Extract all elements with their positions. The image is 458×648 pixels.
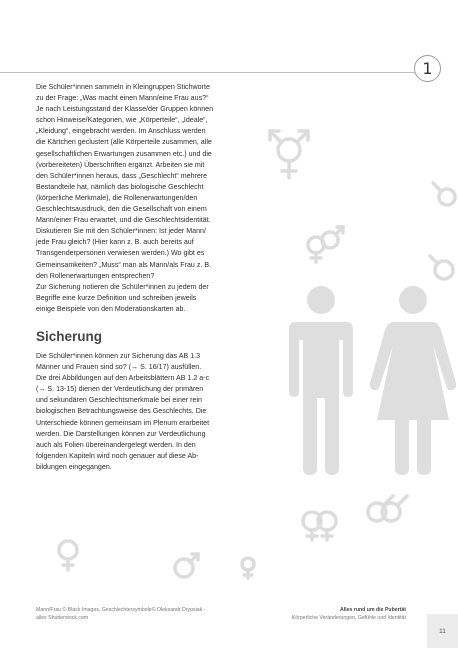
mars-symbol-edge-icon: [433, 183, 455, 205]
text-line: biologischen Betrachtungsweise des Geschlechts. Die: [36, 407, 207, 416]
transgender-symbol-icon: [270, 131, 308, 178]
text-line: Begriffe eine kurze Definition und schreiben jeweils: [36, 293, 197, 302]
intro-paragraph: [36, 82, 258, 315]
venus-symbol-icon: [59, 541, 77, 570]
text-line: Unterschiede können gemeinsam im Plenum erarbeitet: [36, 418, 210, 427]
text-line: werden. Die Darstellungen können zur Verdeutlichung: [36, 429, 206, 438]
chapter-number-badge: 1: [414, 55, 441, 82]
double-mars-symbol-icon: [368, 496, 407, 521]
man-pictogram-icon: [289, 286, 353, 475]
image-credits: [36, 606, 205, 622]
credit-line: Mann/Frau © Black Images, Geschlechtersymbole© Oleksandr Drypsiak -: [36, 607, 206, 613]
text-line: „Kleidung“, eingebracht werden. Im Anschluss werden: [36, 127, 206, 136]
text-line: die Kärtchen geclustert (alle Körperteile zusammen, alle: [36, 138, 212, 147]
text-line: Diskutieren Sie mit den Schüler*innen: Ist jeder Mann/: [36, 227, 206, 236]
text-line: schon Hinweise/Kategorien, wie „Körperteile“, „Ideale“,: [36, 116, 208, 125]
text-line: (körperliche Merkmale), die Rollenerwartungen/den: [36, 193, 198, 202]
section-heading-sicherung: Sicherung: [36, 329, 103, 344]
text-line: den Rollenerwartungen entsprechen?: [36, 271, 155, 280]
text-line: Zur Sicherung notieren die Schüler*innen zu jedem der: [36, 282, 209, 291]
double-venus-symbol-icon: [303, 512, 336, 540]
text-line: Bestandteile hat, nämlich das biologische Geschlecht: [36, 182, 204, 191]
text-line: Gemeinsamkeiten? „Muss“ man als Mann/als Frau z. B.: [36, 260, 212, 269]
text-line: (→ S. 13-15) dienen der Verdeutlichung der primären: [36, 385, 204, 394]
text-line: gesellschaftlichen Erwartungen zusammen etc.) und die: [36, 149, 212, 158]
credit-line: alles Shutterstock.com: [36, 615, 89, 621]
text-line: folgenden Kapiteln wird noch genauer auf diese Ab-: [36, 451, 199, 460]
text-line: und sekundären Geschlechtsmerkmale bei einer rein: [36, 396, 203, 405]
chapter-footer: [292, 606, 406, 622]
woman-pictogram-icon: [370, 286, 456, 475]
footer-chapter-subtitle: Körperliche Veränderungen, Gefühle und Identität: [291, 615, 406, 621]
text-line: jede Frau gleich? (Hier kann z. B. auch bereits auf: [36, 238, 194, 247]
mars-symbol-edge-2-icon: [430, 256, 453, 279]
text-line: zu der Frage: „Was macht einen Mann/eine Frau aus?“: [36, 94, 209, 103]
text-line: Die Schüler*innen sammeln in Kleingruppen Stichworte: [36, 83, 210, 91]
text-line: Männer und Frauen sind so? (→ S. 16/17) ausfüllen.: [36, 363, 202, 372]
linked-venus-mars-icon: [308, 227, 343, 262]
text-line: den Schüler*innen heraus, dass „Geschlecht“ mehrere: [36, 171, 208, 180]
text-line: Die Schüler*innen können zur Sicherung das AB 1.3: [36, 352, 201, 360]
text-line: Mann/einer Frau erwartet, und die Geschlechtsidentität.: [36, 216, 211, 225]
text-line: Die drei Abbildungen auf den Arbeitsblättern AB 1.2 a-c: [36, 374, 210, 383]
text-line: einige Beispiele von den Moderationskarten ab.: [36, 304, 186, 313]
text-line: bildungen eingegangen.: [36, 462, 112, 471]
sicherung-paragraph: [36, 351, 258, 473]
page-number: 11: [427, 614, 458, 648]
text-line: Je nach Leistungsstand der Klasse/der Gruppen können: [36, 105, 214, 114]
footer-chapter-title: Alles rund um die Pubertät: [339, 607, 406, 613]
venus-symbol-small-icon: [242, 558, 254, 578]
text-line: Geschlechtsausdruck, den die Gesellschaft von einem: [36, 205, 207, 214]
text-line: auch als Folien übereinandergelegt werden. In den: [36, 440, 196, 449]
mars-symbol-icon: [175, 554, 198, 577]
text-line: (vorbereiteten) Überschriften ergänzt. Arbeiten sie mit: [36, 160, 205, 169]
text-line: Transgenderpersonen verwiesen werden.) Wo gibt es: [36, 249, 205, 258]
